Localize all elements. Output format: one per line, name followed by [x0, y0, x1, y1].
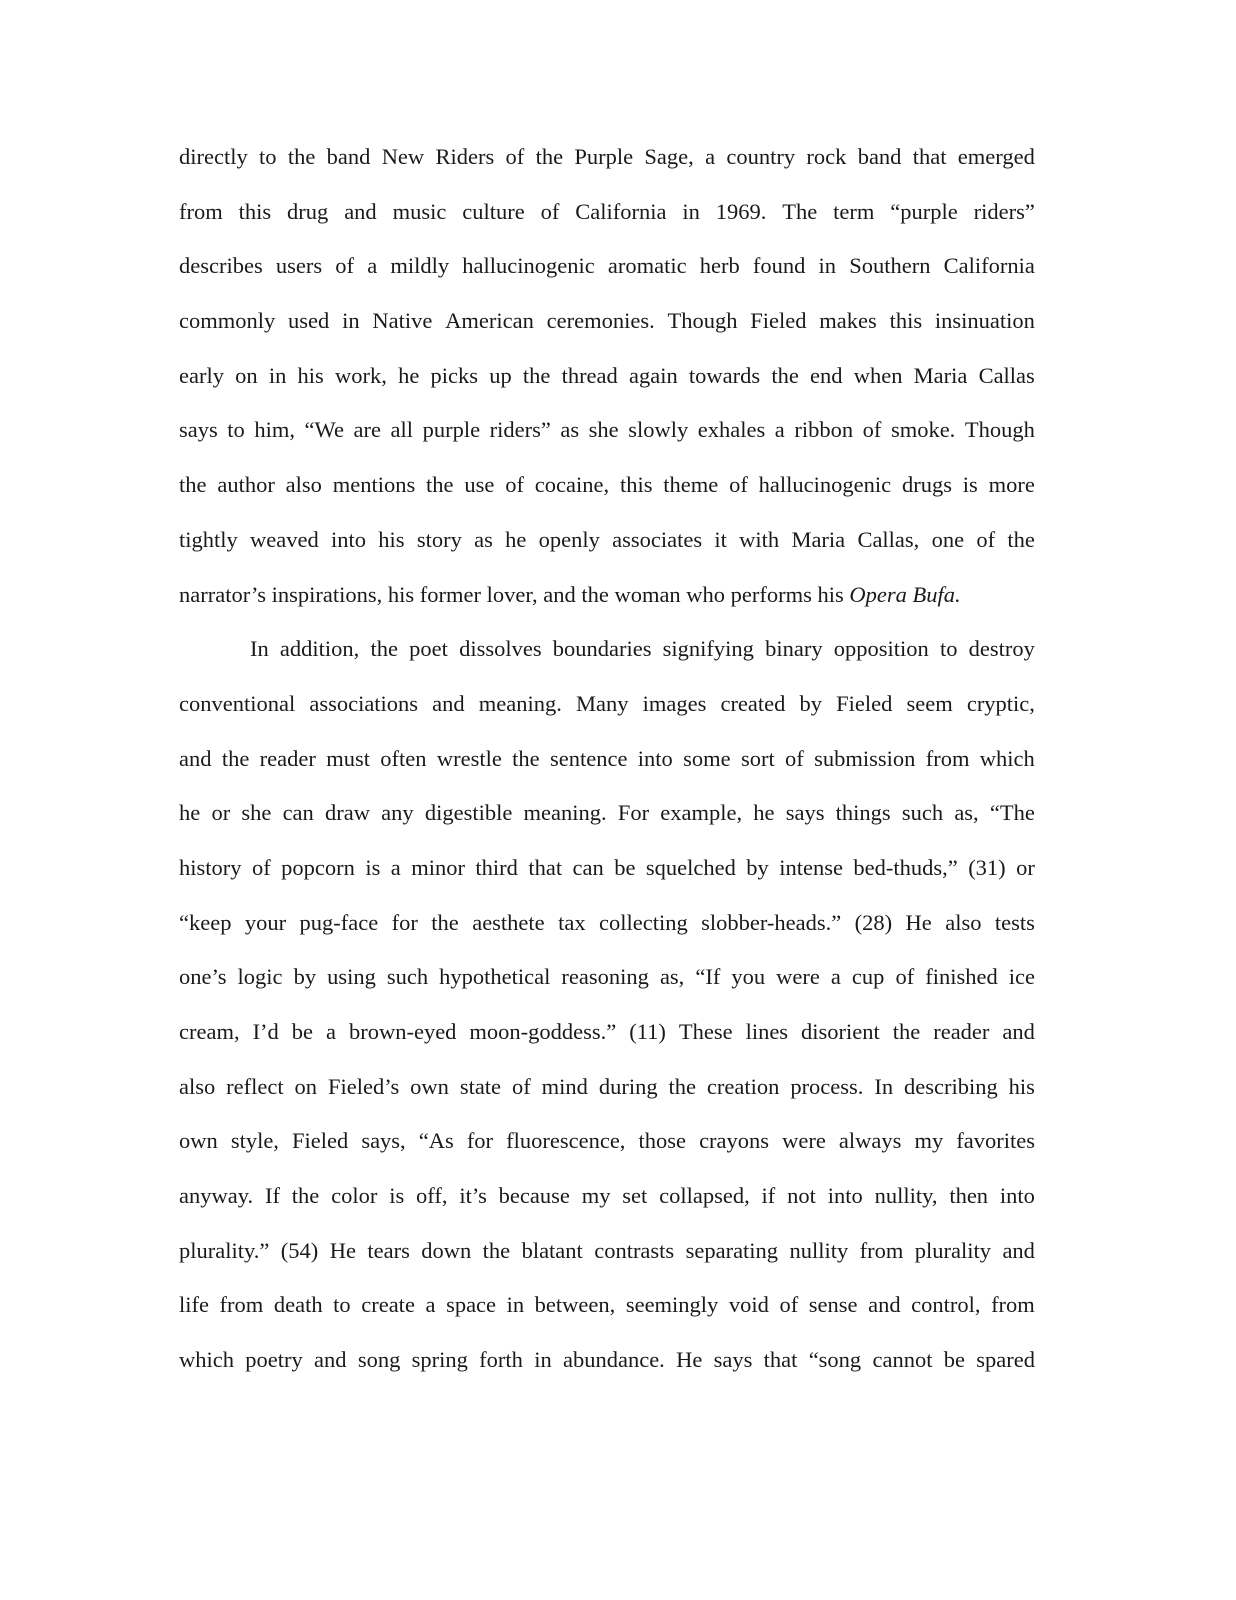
text-line: In addition, the poet dissolves boundaries signifying binary opposition to destroy	[250, 636, 1035, 662]
body-text	[179, 130, 1035, 1388]
text-line: life from death to create a space in between, seemingly void of sense and control, from	[179, 1292, 1035, 1318]
italic-title: Opera Bufa.	[849, 581, 961, 607]
text-line: which poetry and song spring forth in abundance. He says that “song cannot be spared	[179, 1347, 1035, 1373]
text-line: “keep your pug-face for the aesthete tax collecting slobber-heads.” (28) He also tests	[179, 909, 1035, 935]
text-line: also reflect on Fieled’s own state of mind during the creation process. In describing his	[179, 1073, 1035, 1099]
text-line: he or she can draw any digestible meaning. For example, he says things such as, “The	[179, 800, 1035, 826]
text-line: describes users of a mildly hallucinogenic aromatic herb found in Southern California	[179, 253, 1035, 279]
text-line: says to him, “We are all purple riders” as she slowly exhales a ribbon of smoke. Though	[179, 417, 1035, 443]
text-line: one’s logic by using such hypothetical reasoning as, “If you were a cup of finished ice	[179, 964, 1035, 990]
text-line: tightly weaved into his story as he openly associates it with Maria Callas, one of the	[179, 526, 1035, 552]
text-line: commonly used in Native American ceremonies. Though Fieled makes this insinuation	[179, 308, 1035, 334]
text-line: the author also mentions the use of cocaine, this theme of hallucinogenic drugs is more	[179, 472, 1035, 498]
text-line: early on in his work, he picks up the thread again towards the end when Maria Callas	[179, 362, 1035, 388]
text-line: conventional associations and meaning. Many images created by Fieled seem cryptic,	[179, 690, 1035, 716]
text-line: own style, Fieled says, “As for fluorescence, those crayons were always my favorites	[179, 1128, 1035, 1154]
paragraph-end-line	[179, 568, 1035, 623]
text-line: narrator’s inspirations, his former lover, and the woman who performs his	[179, 581, 844, 607]
text-line: from this drug and music culture of California in 1969. The term “purple riders”	[179, 198, 1035, 224]
text-line: and the reader must often wrestle the sentence into some sort of submission from which	[179, 745, 1035, 771]
text-line: history of popcorn is a minor third that can be squelched by intense bed-thuds,” (31) or	[179, 854, 1035, 880]
text-line: anyway. If the color is off, it’s because my set collapsed, if not into nullity, then into	[179, 1183, 1035, 1209]
text-line: cream, I’d be a brown-eyed moon-goddess.” (11) These lines disorient the reader and	[179, 1019, 1035, 1044]
text-line: plurality.” (54) He tears down the blatant contrasts separating nullity from plurality and	[179, 1237, 1035, 1263]
text-line: directly to the band New Riders of the Purple Sage, a country rock band that emerged	[179, 144, 1035, 169]
